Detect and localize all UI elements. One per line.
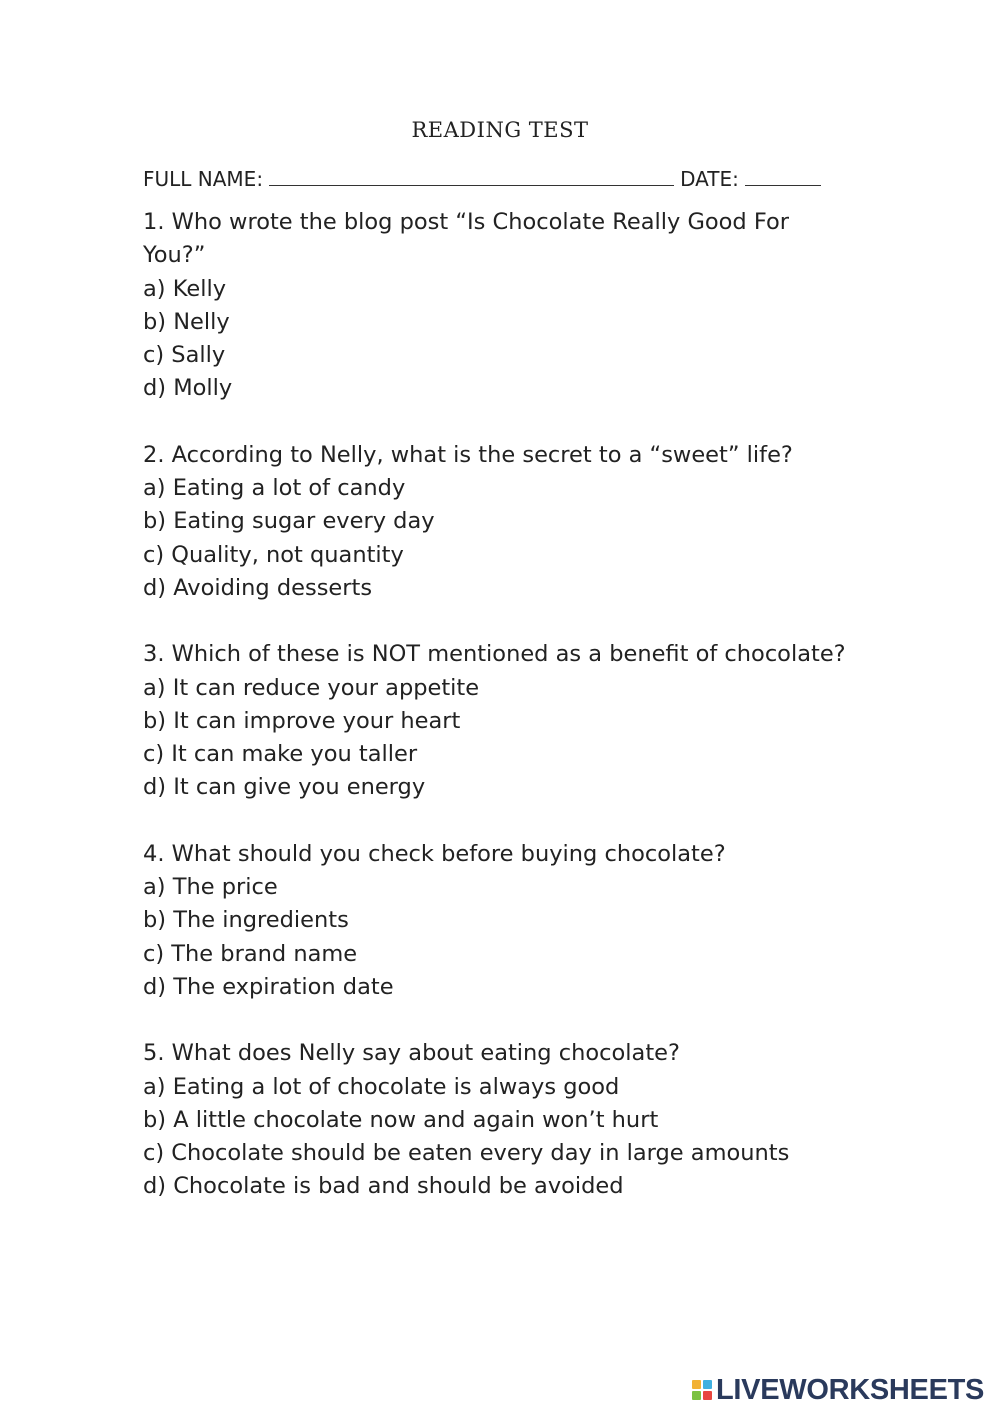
answer-option[interactable]: a) It can reduce your appetite <box>143 674 480 701</box>
answer-option[interactable]: b) Eating sugar every day <box>143 508 435 535</box>
answer-option[interactable]: a) Kelly <box>143 275 227 302</box>
logo-square <box>692 1380 701 1389</box>
answer-option[interactable]: c) Quality, not quantity <box>143 541 404 568</box>
answer-option[interactable]: c) The brand name <box>143 940 358 967</box>
full-name-label: FULL NAME: <box>143 167 264 191</box>
answer-option[interactable]: b) Nelly <box>143 308 230 335</box>
answer-option[interactable]: a) The price <box>143 874 278 901</box>
answer-option[interactable]: b) A little chocolate now and again won’t hurt <box>143 1106 659 1133</box>
logo-square <box>703 1391 712 1400</box>
logo-text: LIVEWORKSHEETS <box>716 1373 985 1406</box>
answer-option[interactable]: c) Sally <box>143 342 226 369</box>
name-date-line <box>143 165 853 191</box>
date-label: DATE: <box>680 167 739 191</box>
question-5 <box>143 1037 863 1203</box>
liveworksheets-logo <box>692 1373 984 1407</box>
logo-squares-icon <box>692 1380 712 1400</box>
question-1 <box>143 206 863 406</box>
logo-square <box>703 1380 712 1389</box>
answer-option[interactable]: a) Eating a lot of chocolate is always good <box>143 1073 620 1100</box>
answer-option[interactable]: d) Avoiding desserts <box>143 574 373 601</box>
answer-option[interactable]: d) Chocolate is bad and should be avoided <box>143 1173 624 1200</box>
question-text: 5. What does Nelly say about eating chocolate? <box>143 1040 680 1067</box>
questions-list <box>143 206 863 1237</box>
question-text: 1. Who wrote the blog post “Is Chocolate Really Good For You?” <box>143 209 790 269</box>
question-4 <box>143 838 863 1004</box>
question-text: 3. Which of these is NOT mentioned as a benefit of chocolate? <box>143 641 846 668</box>
question-3 <box>143 638 863 804</box>
answer-option[interactable]: a) Eating a lot of candy <box>143 475 406 502</box>
answer-option[interactable]: d) It can give you energy <box>143 774 426 801</box>
question-2 <box>143 439 863 605</box>
answer-option[interactable]: d) Molly <box>143 375 233 402</box>
answer-option[interactable]: c) Chocolate should be eaten every day in large amounts <box>143 1140 790 1167</box>
question-text: 4. What should you check before buying chocolate? <box>143 840 726 867</box>
page-title: READING TEST <box>411 118 589 142</box>
full-name-blank[interactable] <box>269 165 674 186</box>
date-blank[interactable] <box>745 165 821 186</box>
answer-option[interactable]: c) It can make you taller <box>143 741 418 768</box>
answer-option[interactable]: b) The ingredients <box>143 907 349 934</box>
logo-square <box>692 1391 701 1400</box>
answer-option[interactable]: d) The expiration date <box>143 973 394 1000</box>
answer-option[interactable]: b) It can improve your heart <box>143 707 461 734</box>
question-text: 2. According to Nelly, what is the secret to a “sweet” life? <box>143 441 793 468</box>
